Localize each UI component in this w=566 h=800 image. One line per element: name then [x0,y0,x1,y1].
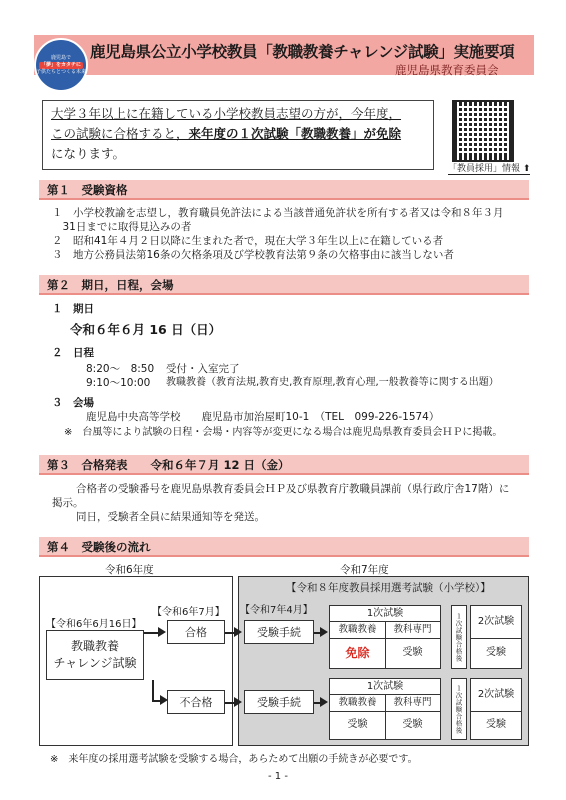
intro-line-2b: 来年度の１次試験「教職教養」が免除 [188,126,402,141]
page-number: - 1 - [268,771,288,782]
first-exam-header: 1次試験 [330,606,440,622]
schedule-time: 9:10～10:00 [86,377,151,389]
fail-box: 不合格 [167,690,225,714]
year-label-r7: 令和7年度 [340,564,389,576]
first-exam-table-fail [329,678,441,740]
first-pass-text: １次試験合格後 [454,612,463,662]
first-pass-text: １次試験合格後 [454,684,463,734]
section-1-title: 第１ 受験資格 [39,180,529,200]
s2-date-label: １ 期日 [52,303,94,315]
s2-date-value: 令和６年６月 16 日（日） [70,322,222,337]
date-label-april: 【令和7年4月】 [240,605,313,616]
s1-item: ３ 地方公務員法第16条の欠格条項及び学校教育法第９条の欠格事由に該当しない者 [52,249,454,261]
issuer: 鹿児島県教育委員会 [395,63,499,77]
logo-line: 「夢」をカタチに [40,61,81,68]
take-cell: 受験 [402,647,423,658]
col-kyoshoku: 教職教養 [330,694,386,712]
arrow-icon [320,697,328,707]
s1-item: ２ 昭和41年４月２日以降に生まれた者で，現在大学３年生以上に在籍している者 [52,235,444,247]
s3-line: 同日，受験者全員に結果通知等を発送。 [76,511,265,523]
arrow-icon [234,697,242,707]
prefecture-logo-icon [34,38,88,92]
challenge-exam-box [46,630,144,680]
s2-note: ※ 台風等により試験の日程・会場・内容等が変更になる場合は鹿児島県教育委員会ＨＰに掲載。 [64,427,503,438]
first-pass-marker [451,678,467,740]
intro-line-3: になります。 [51,146,126,161]
s1-item: １ 小学校教諭を志望し，教育職員免許法による当該普通免許状を所有する者又は令和８年３月 [52,207,504,219]
qr-code-icon[interactable] [452,100,514,162]
take-cell: 受験 [486,719,506,730]
take-cell: 受験 [486,647,506,658]
page-title: 鹿児島県公立小学校教員「教職教養チャレンジ試験」実施要項 [90,43,515,61]
second-exam-header: 2次試験 [471,679,521,712]
arrow-icon [158,627,166,637]
first-exam-table-pass [329,605,441,669]
qr-label: 「教員採用」情報 ⬆ [448,161,530,175]
s2-schedule-label: ２ 日程 [52,347,94,359]
challenge-line: 教職教養 [70,639,119,653]
challenge-line: チャレンジ試験 [53,656,137,670]
schedule-time: 8:20～ 8:50 [86,363,155,375]
s2-venue-label: ３ 会場 [52,397,94,409]
arrow-icon [320,627,328,637]
second-exam-table-pass [470,605,522,669]
second-exam-header: 2次試験 [471,606,521,639]
arrow-line [152,680,154,700]
col-kyoka: 教科専門 [385,621,440,639]
pass-box: 合格 [167,620,225,644]
s3-line: 掲示。 [52,497,84,509]
intro-line-1: 大学３年以上に在籍している小学校教員志望の方が，今年度， [51,106,402,121]
date-label-july: 【令和6年7月】 [152,607,225,618]
arrow-icon [234,627,242,637]
date-label-june16: 【令和6年6月16日】 [46,619,142,630]
section-2-title: 第２ 期日，日程，会場 [39,275,529,295]
take-cell: 受験 [402,719,423,730]
footer-note: ※ 来年度の採用選考試験を受験する場合，あらためて出願の手続きが必要です。 [50,754,418,765]
intro-line-2a: この試験に合格すると， [51,126,189,141]
s3-line: 合格者の受験番号を鹿児島県教育委員会ＨＰ及び県教育庁教職員課前（県行政庁舎17階）に [76,483,510,495]
col-kyoka: 教科専門 [385,694,440,712]
first-exam-header: 1次試験 [330,679,440,695]
schedule-desc: 受付・入室完了 [166,363,240,375]
take-cell: 受験 [330,711,386,739]
logo-line: 子供たちとつくる未来 [36,68,86,75]
year-label-r6: 令和6年度 [105,564,154,576]
s2-venue: 鹿児島中央高等学校 鹿児島市加治屋町10-1 （TEL 099-226-1574） [86,411,440,423]
second-exam-table-fail [470,678,522,740]
procedure-box-pass: 受験手続 [244,620,314,644]
s1-item: 31日までに取得見込みの者 [52,221,192,233]
first-pass-marker [451,605,467,669]
schedule-desc: 教職教養（教育法規,教育史,教育原理,教育心理,一般教養等に関する出題） [166,377,499,388]
exempt-cell: 免除 [330,638,386,668]
procedure-box-fail: 受験手続 [244,690,314,714]
col-kyoshoku: 教職教養 [330,621,386,639]
r8-exam-header: 【令和８年度教員採用選考試験（小学校）】 [286,582,491,594]
logo-line: 鹿児島で [50,54,71,61]
section-4-title: 第４ 受験後の流れ [39,537,529,557]
section-3-title: 第３ 合格発表 令和６年７月 12 日（金） [39,455,529,475]
intro-box [42,100,434,170]
